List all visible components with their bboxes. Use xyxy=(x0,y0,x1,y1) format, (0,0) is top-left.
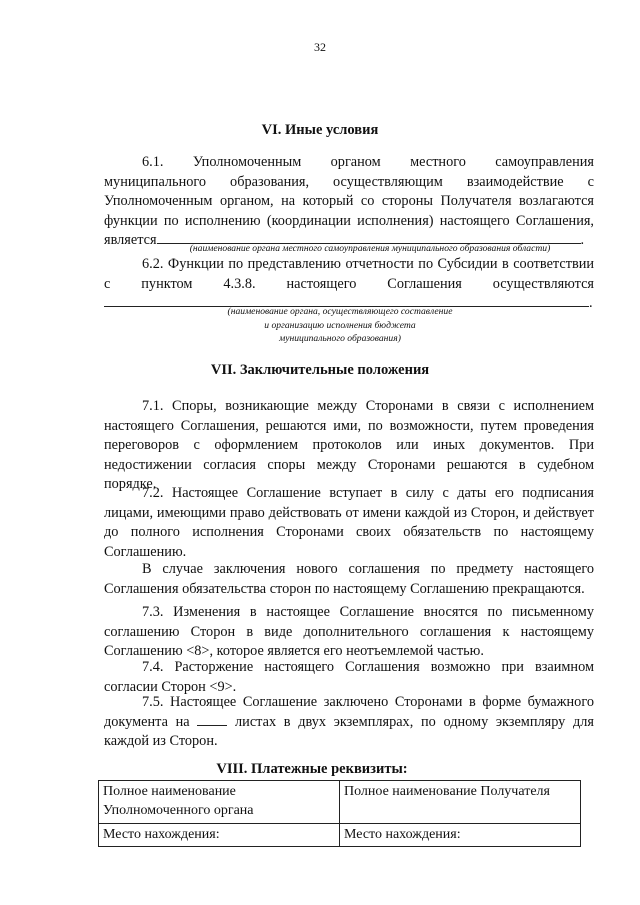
section-6-heading: VI. Иные условия xyxy=(261,122,379,138)
paragraph-6-2-text: 6.2. Функции по представлению отчетности по Субсидии в соответствии с пунктом 4.3.8. настоящего Соглашения осуществляются xyxy=(104,256,594,292)
table-cell: Полное наименование Получателя xyxy=(340,781,581,824)
caption-6-1: (наименование органа местного самоуправления муниципального образования области) xyxy=(189,243,551,254)
paragraph-6-1-text: 6.1. Уполномоченным органом местного самоуправления муниципального образования, осуществляющим взаимодействие с Уполномоченным органом, на который со стороны Получателя возлагаются функции по исполнению (координации исполнения) настоящего Соглашения, является xyxy=(104,154,594,248)
section-7-heading: VII. Заключительные положения xyxy=(210,362,430,378)
page-number: 32 xyxy=(314,40,326,54)
paragraph-7-4: 7.4. Расторжение настоящего Соглашения возможно при взаимном согласии Сторон <9>. xyxy=(104,659,594,695)
paragraph-7-5-text-b: листах в двух экземплярах, по одному экземпляру для каждой из Сторон. xyxy=(104,713,594,749)
requisites-table xyxy=(98,780,581,847)
caption-6-2-line-2: и организацию исполнения бюджета xyxy=(264,319,416,331)
table-row xyxy=(99,781,581,824)
caption-6-2 xyxy=(190,305,490,346)
paragraph-7-5 xyxy=(104,693,594,752)
paragraph-7-3: 7.3. Изменения в настоящее Соглашение вносятся по письменному соглашению Сторон в виде дополнительного соглашения к настоящему Соглашению <8>, которое является его неотъемлемой частью. xyxy=(104,604,594,659)
section-8-heading: VIII. Платежные реквизиты: xyxy=(216,761,408,777)
paragraph-6-1-end: . xyxy=(580,232,585,248)
paragraph-7-2: 7.2. Настоящее Соглашение вступает в силу с даты его подписания лицами, имеющими право действовать от имени каждой из Сторон, и действует до полного исполнения Сторонами своих обязательств по настоящему Соглашению. xyxy=(104,485,594,560)
caption-6-2-line-1: (наименование органа, осуществляющего составление xyxy=(227,306,453,317)
caption-6-2-line-3: муниципального образования) xyxy=(279,333,401,344)
paragraph-6-1 xyxy=(104,153,594,251)
table-cell: Место нахождения: xyxy=(99,824,340,847)
table-cell: Место нахождения: xyxy=(340,824,581,847)
paragraph-7-1: 7.1. Споры, возникающие между Сторонами в связи с исполнением настоящего Соглашения, решаются ими, по возможности, путем проведения переговоров с оформлением протоколов или иных документов. При недостижении согласия споры между Сторонами решаются в судебном порядке. xyxy=(104,398,594,492)
table-row xyxy=(99,824,581,847)
paragraph-7-5-text-a: 7.5. Настоящее Соглашение заключено Сторонами в форме бумажного документа на xyxy=(104,694,594,730)
paragraph-6-2-end: . xyxy=(589,295,593,311)
paragraph-7-2-cont: В случае заключения нового соглашения по предмету настоящего Соглашения обязательства сторон по настоящему Соглашению прекращаются. xyxy=(104,561,594,597)
fill-in-line xyxy=(197,724,227,726)
table-cell: Полное наименование Уполномоченного органа xyxy=(99,781,340,824)
